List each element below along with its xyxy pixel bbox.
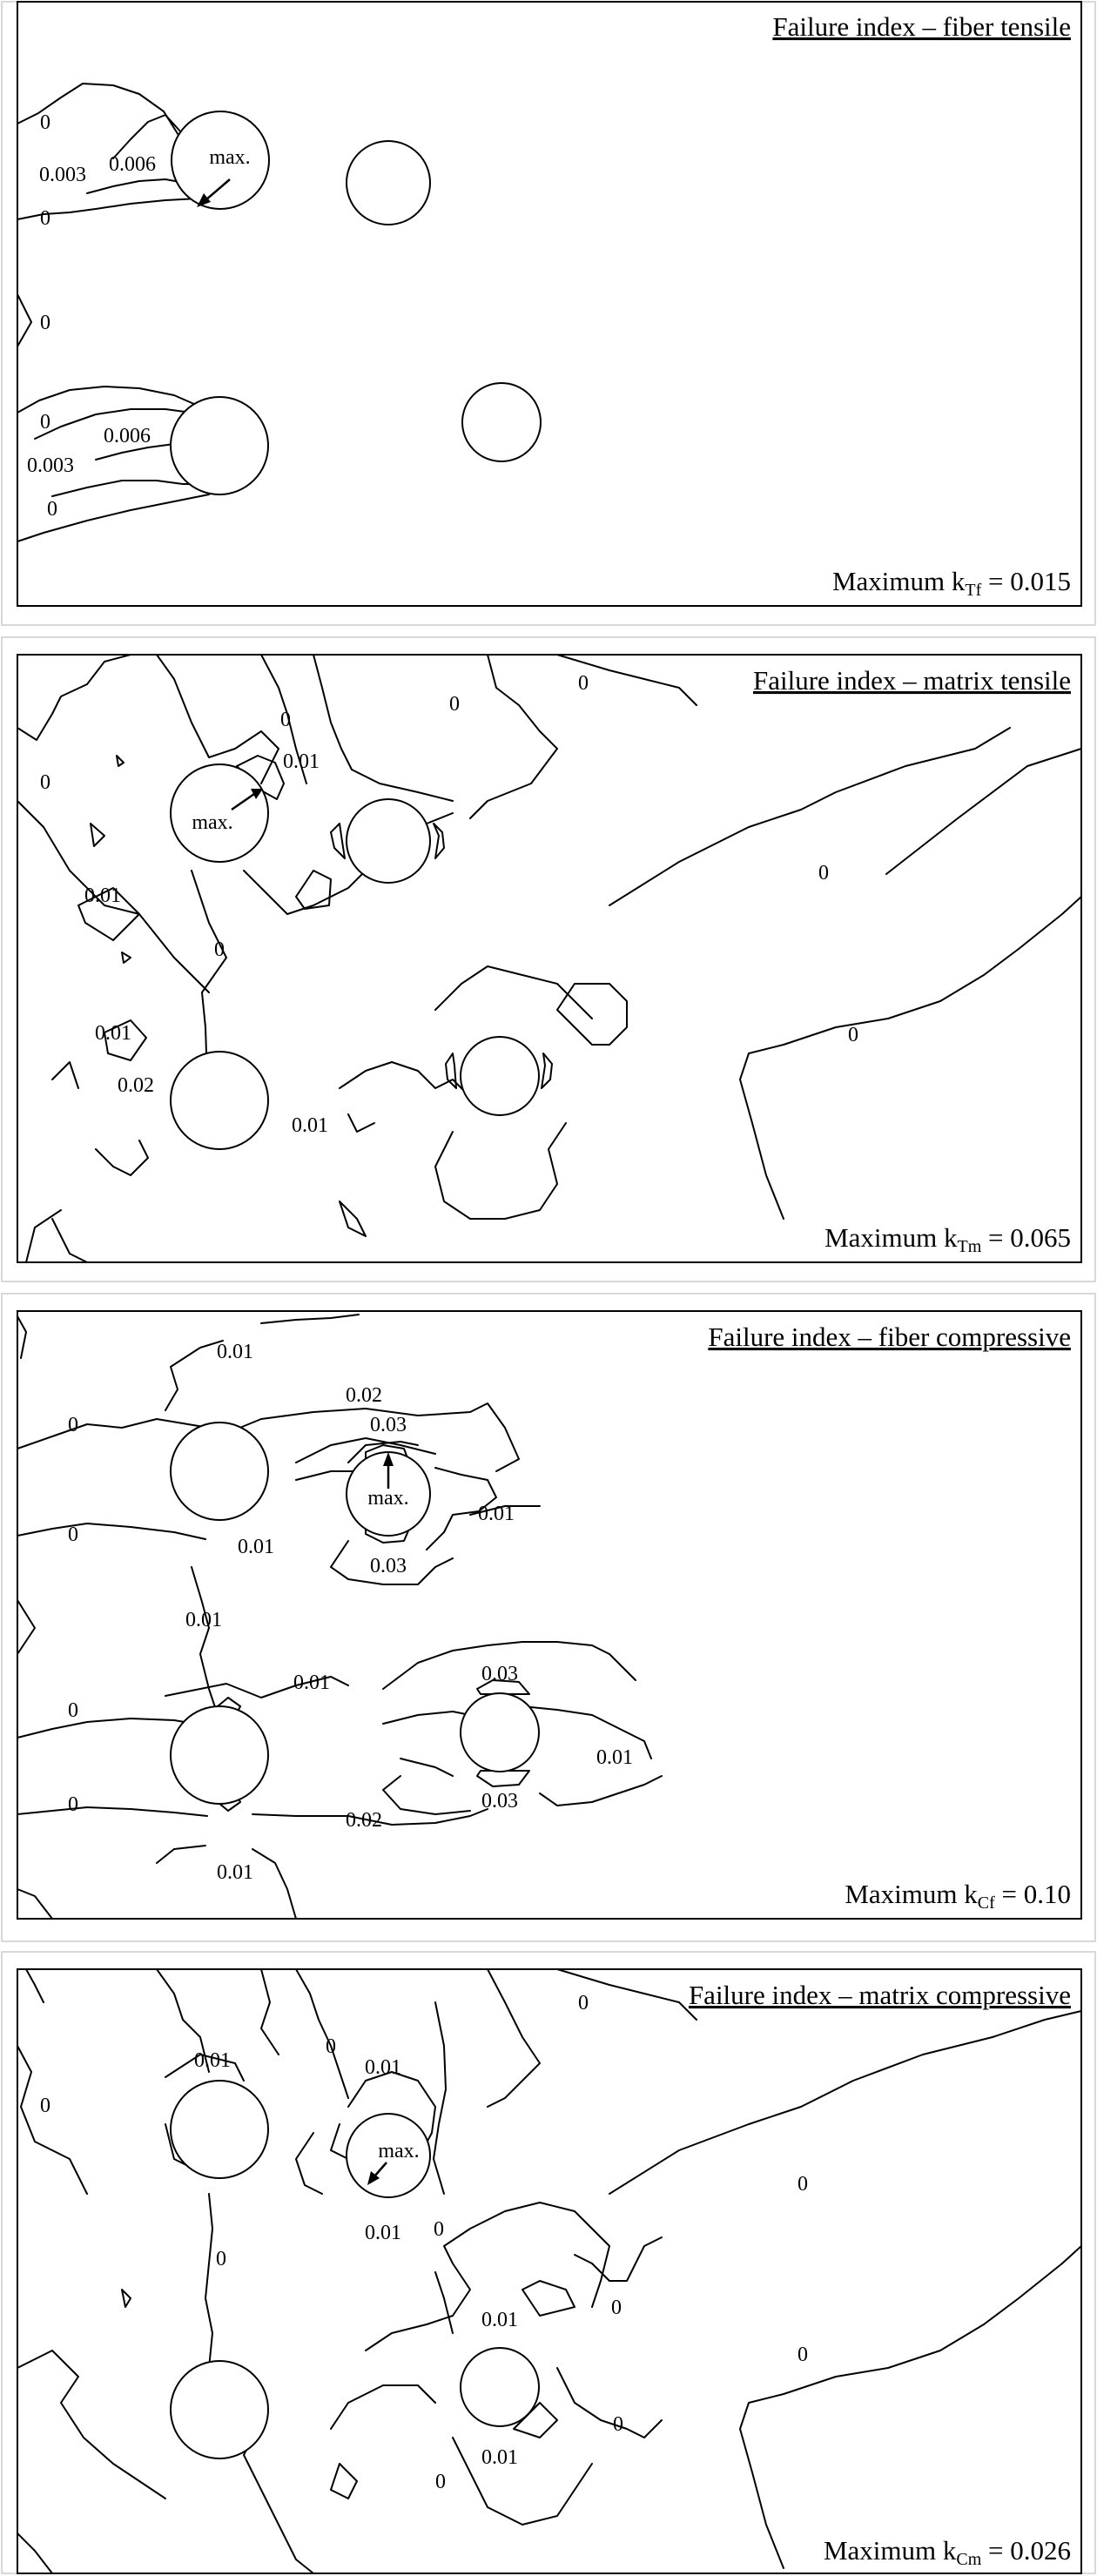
contour-label: 0.01	[217, 1861, 253, 1884]
max-label: max.	[209, 146, 251, 169]
panel-fiber-compressive	[2, 1294, 1095, 1941]
contour-label: 0	[40, 312, 50, 334]
panel-frame	[17, 2, 1081, 606]
contour-label: 0.01	[95, 1022, 131, 1045]
contour-label: 0	[214, 938, 225, 961]
contour-label: 0	[798, 2344, 808, 2366]
maximum-value-label: Maximum kTm = 0.065	[824, 1222, 1071, 1256]
panel-frame	[17, 1969, 1081, 2573]
max-label: max.	[192, 811, 233, 834]
contour-label: 0.01	[478, 1503, 515, 1525]
contour-label: 0	[613, 2413, 623, 2436]
contour-label: 0	[40, 2095, 50, 2117]
contour-label: 0.02	[346, 1384, 382, 1407]
panel-matrix-tensile	[2, 637, 1095, 1281]
contour-label: 0	[68, 1414, 78, 1436]
contour-label: 0	[798, 2173, 808, 2196]
hole	[171, 2081, 268, 2178]
panel-matrix-compressive	[2, 1952, 1095, 2573]
hole	[171, 1052, 268, 1149]
contour-label: 0.006	[109, 153, 156, 176]
contour-label: 0.01	[596, 1746, 633, 1769]
contour-label: 0.01	[365, 2056, 401, 2079]
panel-title: Failure index – matrix compressive	[688, 1980, 1071, 2010]
contour-label: 0.01	[185, 1609, 222, 1631]
contour-label: 0.01	[292, 1114, 328, 1137]
max-label: max.	[378, 2140, 420, 2162]
contour-label: 0.006	[104, 425, 151, 447]
contour-label: 0	[40, 771, 50, 794]
contour-label: 0	[435, 2471, 446, 2493]
panel-title: Failure index – matrix tensile	[752, 665, 1071, 696]
hole	[461, 1693, 539, 1772]
maximum-value-label: Maximum kCm = 0.026	[823, 2535, 1071, 2569]
contour-label: 0.003	[27, 454, 74, 477]
contour-label: 0	[40, 207, 50, 230]
contour-label: 0	[68, 1793, 78, 1816]
hole	[171, 2361, 268, 2458]
contour-label: 0.01	[217, 1341, 253, 1363]
contour-label: 0.01	[293, 1671, 330, 1694]
contour-label: 0	[611, 2297, 622, 2319]
hole	[461, 1037, 539, 1115]
contour-label: 0	[40, 411, 50, 434]
contour-label: 0	[68, 1523, 78, 1546]
hole	[171, 1706, 268, 1804]
hole	[462, 383, 541, 461]
contour-label: 0	[818, 862, 829, 884]
panel-title: Failure index – fiber compressive	[708, 1322, 1071, 1352]
contour-label: 0.01	[365, 2222, 401, 2244]
contour-label: 0.01	[238, 1536, 274, 1558]
contour-label: 0	[68, 1699, 78, 1722]
contour-label: 0	[280, 709, 291, 731]
contour-label: 0.03	[481, 1663, 518, 1685]
contour-label: 0	[449, 693, 460, 716]
contour-label: 0.003	[39, 164, 86, 186]
hole	[171, 1423, 268, 1520]
contour-label: 0.02	[118, 1074, 154, 1097]
maximum-value-label: Maximum kCf = 0.10	[845, 1879, 1071, 1913]
contour-label: 0.01	[194, 2049, 231, 2072]
contour-label: 0.01	[283, 750, 320, 773]
contour-label: 0.01	[481, 2446, 518, 2469]
contour-label: 0.02	[346, 1809, 382, 1832]
contour-label: 0	[434, 2218, 444, 2241]
hole	[347, 141, 430, 225]
panel-title: Failure index – fiber tensile	[772, 11, 1071, 42]
contour-label: 0.03	[481, 1790, 518, 1813]
contour-label: 0	[47, 498, 57, 521]
panel-frame	[17, 655, 1081, 1262]
contour-label: 0	[578, 1992, 589, 2014]
hole	[461, 2348, 539, 2426]
hole	[171, 397, 268, 494]
panel-frame	[17, 1311, 1081, 1919]
contour-label: 0.01	[84, 884, 121, 907]
contour-label: 0.03	[370, 1555, 407, 1577]
contour-label: 0	[848, 1024, 858, 1046]
maximum-value-label: Maximum kTf = 0.015	[831, 566, 1071, 600]
hole	[347, 799, 430, 883]
contour-label: 0	[326, 2035, 336, 2058]
panel-fiber-tensile	[2, 2, 1095, 625]
contour-label: 0	[578, 672, 589, 695]
contour-label: 0	[40, 111, 50, 134]
contour-label: 0.03	[370, 1414, 407, 1436]
contour-label: 0.01	[481, 2309, 518, 2331]
max-label: max.	[367, 1487, 409, 1510]
contour-label: 0	[216, 2248, 226, 2270]
